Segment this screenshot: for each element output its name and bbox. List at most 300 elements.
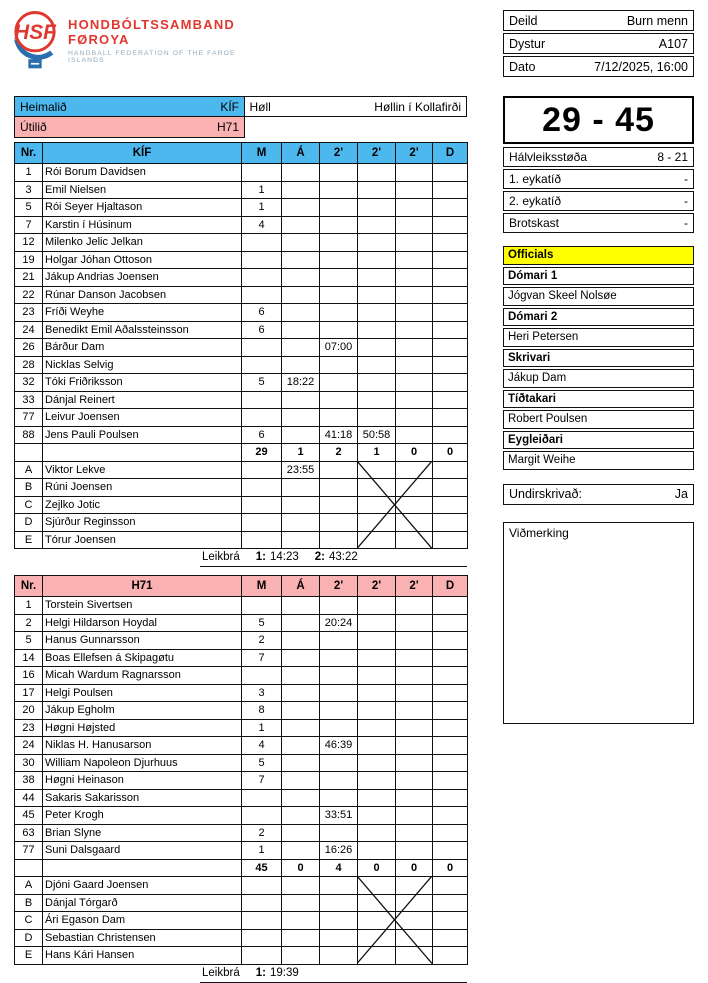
player-row (15, 321, 468, 339)
home-label: Heimalið (20, 99, 67, 114)
player-number: 14 (15, 649, 43, 667)
cell-2min-1 (320, 684, 358, 702)
player-number: 32 (15, 374, 43, 392)
cell-2min-2 (358, 719, 396, 737)
cell-2min-3 (396, 374, 433, 392)
player-number: 21 (15, 269, 43, 287)
player-row (15, 391, 468, 409)
official-name: Jógvan Skeel Nolsøe (503, 287, 694, 306)
cell-2min-2 (358, 667, 396, 685)
cell-disq (433, 824, 468, 842)
player-number: 44 (15, 789, 43, 807)
col-header-2min-2: 2' (358, 576, 396, 597)
player-name: Milenko Jelic Jelkan (43, 234, 242, 252)
player-name: Jákup Egholm (43, 702, 242, 720)
staff-name: Zejlko Jotic (43, 496, 242, 514)
remarks-box (503, 522, 694, 724)
cell-2min-2 (358, 912, 396, 930)
cell-2min-2 (358, 286, 396, 304)
cell-disq (433, 216, 468, 234)
cell-2min-3 (396, 772, 433, 790)
cell-2min-1 (320, 597, 358, 615)
staff-row (15, 531, 468, 549)
cell-2min-2 (358, 929, 396, 947)
cell-goals (242, 877, 282, 895)
player-row (15, 737, 468, 755)
score-detail-row (503, 169, 694, 189)
cell-warning (282, 632, 320, 650)
away-label: Útilið (20, 119, 47, 134)
cell-2min-1 (320, 164, 358, 182)
col-header-warning: Á (282, 576, 320, 597)
cell-warning (282, 514, 320, 532)
cell-2min-1 (320, 649, 358, 667)
cell-2min-3 (396, 719, 433, 737)
cell-disq (433, 719, 468, 737)
cell-2min-2 (358, 894, 396, 912)
col-header-2min-3: 2' (396, 143, 433, 164)
roster-header-row-h71 (15, 576, 468, 597)
player-number: 28 (15, 356, 43, 374)
cell-2min-2 (358, 269, 396, 287)
player-number: 45 (15, 807, 43, 825)
cell-2min-2 (358, 824, 396, 842)
player-row (15, 649, 468, 667)
official-entry (503, 267, 694, 306)
staff-letter: A (15, 461, 43, 479)
staff-name: Tórur Joensen (43, 531, 242, 549)
leikbra-entry: 1: 19:39 (255, 966, 299, 979)
roster-table-h71 (14, 575, 467, 965)
cell-disq (433, 789, 468, 807)
cell-warning (282, 234, 320, 252)
official-entry (503, 308, 694, 347)
cell-goals: 2 (242, 632, 282, 650)
score-detail-row (503, 213, 694, 233)
col-header-2min-1: 2' (320, 143, 358, 164)
total-2min-2: 0 (358, 859, 396, 877)
player-number: 88 (15, 426, 43, 444)
cell-warning (282, 479, 320, 497)
leikbra-entry: 1: 14:23 (255, 551, 299, 563)
signed-label: Undirskrivað: (509, 487, 582, 501)
cell-goals: 1 (242, 181, 282, 199)
cell-warning (282, 409, 320, 427)
cell-2min-3 (396, 912, 433, 930)
score-detail-value: - (684, 216, 688, 230)
player-name: Rúnar Danson Jacobsen (43, 286, 242, 304)
cell-2min-3 (396, 514, 433, 532)
cell-disq (433, 409, 468, 427)
cell-goals (242, 496, 282, 514)
total-2min-1: 4 (320, 859, 358, 877)
cell-2min-2 (358, 614, 396, 632)
col-header-nr: Nr. (15, 143, 43, 164)
player-number: 23 (15, 719, 43, 737)
staff-name: Ári Egason Dam (43, 912, 242, 930)
col-header-2min-3: 2' (396, 576, 433, 597)
staff-name: Sebastian Christensen (43, 929, 242, 947)
cell-warning (282, 304, 320, 322)
cell-goals (242, 807, 282, 825)
cell-warning (282, 807, 320, 825)
player-name: Helgi Hildarson Hoydal (43, 614, 242, 632)
cell-2min-3 (396, 234, 433, 252)
cell-disq (433, 929, 468, 947)
cell-2min-2 (358, 842, 396, 860)
staff-name: Hans Kári Hansen (43, 947, 242, 965)
cell-2min-3 (396, 754, 433, 772)
cell-2min-1 (320, 269, 358, 287)
cell-warning (282, 737, 320, 755)
cell-warning (282, 929, 320, 947)
cell-2min-3 (396, 877, 433, 895)
cell-goals (242, 164, 282, 182)
player-name: Boas Ellefsen á Skipagøtu (43, 649, 242, 667)
col-header-2min-2: 2' (358, 143, 396, 164)
cell-2min-3 (396, 164, 433, 182)
player-name: Peter Krogh (43, 807, 242, 825)
cell-warning (282, 597, 320, 615)
player-row (15, 216, 468, 234)
player-row (15, 842, 468, 860)
staff-row (15, 947, 468, 965)
info-value: 7/12/2025, 16:00 (594, 59, 688, 74)
player-number: 19 (15, 251, 43, 269)
cell-2min-2 (358, 374, 396, 392)
total-warnings: 0 (282, 859, 320, 877)
cell-disq (433, 321, 468, 339)
total-disq: 0 (433, 444, 468, 462)
cell-disq (433, 684, 468, 702)
staff-row (15, 912, 468, 930)
cell-disq (433, 842, 468, 860)
cell-2min-3 (396, 409, 433, 427)
cell-goals (242, 479, 282, 497)
player-row (15, 181, 468, 199)
cell-disq (433, 391, 468, 409)
cell-warning (282, 877, 320, 895)
cell-warning (282, 216, 320, 234)
match-info-box (503, 10, 694, 79)
info-value: Burn menn (626, 13, 688, 28)
hall-name: Høllin í Kollafirði (374, 99, 461, 114)
cell-warning (282, 842, 320, 860)
official-role: Eygleiðari (503, 431, 694, 450)
cell-goals: 1 (242, 199, 282, 217)
staff-name: Sjúrður Reginsson (43, 514, 242, 532)
cell-disq (433, 304, 468, 322)
player-number: 24 (15, 321, 43, 339)
official-name: Robert Poulsen (503, 410, 694, 429)
cell-warning (282, 181, 320, 199)
federation-logo (10, 8, 250, 72)
staff-row (15, 894, 468, 912)
cell-warning (282, 164, 320, 182)
player-row (15, 426, 468, 444)
cell-2min-3 (396, 531, 433, 549)
cell-2min-2 (358, 234, 396, 252)
cell-warning (282, 269, 320, 287)
cell-warning (282, 947, 320, 965)
cell-warning (282, 199, 320, 217)
away-team-name: H71 (216, 119, 239, 134)
totals-row-kif (15, 444, 468, 462)
official-role: Dómari 2 (503, 308, 694, 327)
player-name: Helgi Poulsen (43, 684, 242, 702)
cell-2min-1 (320, 514, 358, 532)
cell-disq (433, 632, 468, 650)
player-row (15, 719, 468, 737)
player-row (15, 684, 468, 702)
cell-2min-3 (396, 597, 433, 615)
cell-2min-2 (358, 947, 396, 965)
staff-name: Djóni Gaard Joensen (43, 877, 242, 895)
cell-2min-1: 20:24 (320, 614, 358, 632)
cell-disq (433, 807, 468, 825)
player-name: Torstein Sivertsen (43, 597, 242, 615)
player-row (15, 251, 468, 269)
total-goals: 45 (242, 859, 282, 877)
staff-letter: B (15, 894, 43, 912)
cell-2min-1: 16:26 (320, 842, 358, 860)
cell-2min-3 (396, 181, 433, 199)
info-label: Dato (509, 59, 536, 74)
cell-goals: 5 (242, 754, 282, 772)
match-info-row (503, 33, 694, 54)
cell-2min-1 (320, 321, 358, 339)
cell-goals: 5 (242, 614, 282, 632)
col-header-2min-1: 2' (320, 576, 358, 597)
official-role: Dómari 1 (503, 267, 694, 286)
cell-disq (433, 597, 468, 615)
player-name: Suni Dalsgaard (43, 842, 242, 860)
official-role: Tíðtakari (503, 390, 694, 409)
cell-2min-3 (396, 391, 433, 409)
player-name: Hanus Gunnarsson (43, 632, 242, 650)
final-score: 29 - 45 (503, 96, 694, 144)
player-number: 17 (15, 684, 43, 702)
empty-cell (245, 116, 467, 139)
player-name: Brian Slyne (43, 824, 242, 842)
player-number: 20 (15, 702, 43, 720)
cell-disq (433, 754, 468, 772)
player-name: Leivur Joensen (43, 409, 242, 427)
player-row (15, 409, 468, 427)
col-header-nr: Nr. (15, 576, 43, 597)
official-name: Heri Petersen (503, 328, 694, 347)
cell-goals: 8 (242, 702, 282, 720)
staff-row (15, 514, 468, 532)
totals-row-h71 (15, 859, 468, 877)
player-number: 77 (15, 409, 43, 427)
cell-goals (242, 514, 282, 532)
cell-warning (282, 531, 320, 549)
player-number: 1 (15, 164, 43, 182)
player-row (15, 772, 468, 790)
col-header-goals: M (242, 143, 282, 164)
cell-disq (433, 614, 468, 632)
cell-disq (433, 199, 468, 217)
cell-2min-3 (396, 216, 433, 234)
staff-row (15, 461, 468, 479)
cell-disq (433, 479, 468, 497)
player-name: Micah Wardum Ragnarsson (43, 667, 242, 685)
cell-goals: 1 (242, 842, 282, 860)
player-row (15, 234, 468, 252)
col-header-warning: Á (282, 143, 320, 164)
staff-letter: D (15, 929, 43, 947)
player-number: 5 (15, 632, 43, 650)
cell-2min-2 (358, 754, 396, 772)
cell-2min-1: 07:00 (320, 339, 358, 357)
cell-goals (242, 251, 282, 269)
cell-goals (242, 461, 282, 479)
cell-goals: 4 (242, 216, 282, 234)
player-name: Tóki Friðriksson (43, 374, 242, 392)
official-entry (503, 431, 694, 470)
cell-goals (242, 894, 282, 912)
total-2min-3: 0 (396, 444, 433, 462)
cell-2min-1 (320, 496, 358, 514)
official-entry (503, 349, 694, 388)
player-number: 12 (15, 234, 43, 252)
cell-disq (433, 374, 468, 392)
score-detail-value: - (684, 172, 688, 186)
cell-disq (433, 772, 468, 790)
player-number: 30 (15, 754, 43, 772)
cell-goals: 7 (242, 649, 282, 667)
cell-2min-3 (396, 479, 433, 497)
cell-2min-3 (396, 496, 433, 514)
cell-disq (433, 514, 468, 532)
cell-warning (282, 772, 320, 790)
cell-2min-2 (358, 164, 396, 182)
cell-warning (282, 912, 320, 930)
cell-2min-2 (358, 321, 396, 339)
score-detail-label: 1. eykatíð (509, 172, 562, 186)
official-role: Skrivari (503, 349, 694, 368)
cell-2min-1 (320, 199, 358, 217)
cell-2min-1 (320, 929, 358, 947)
cell-2min-1: 33:51 (320, 807, 358, 825)
cell-goals: 7 (242, 772, 282, 790)
cell-2min-3 (396, 947, 433, 965)
cell-disq (433, 667, 468, 685)
total-warnings: 1 (282, 444, 320, 462)
cell-goals: 1 (242, 719, 282, 737)
player-row (15, 286, 468, 304)
cell-disq (433, 356, 468, 374)
cell-2min-3 (396, 321, 433, 339)
official-name: Margit Weihe (503, 451, 694, 470)
player-name: Bárður Dam (43, 339, 242, 357)
cell-warning (282, 614, 320, 632)
signed-value: Ja (674, 487, 688, 501)
cell-goals (242, 929, 282, 947)
player-name: Rói Seyer Hjaltason (43, 199, 242, 217)
cell-goals (242, 339, 282, 357)
cell-2min-3 (396, 461, 433, 479)
leikbra-label: Leikbrá (202, 966, 240, 979)
signed-box (503, 484, 694, 505)
player-number: 24 (15, 737, 43, 755)
staff-letter: D (15, 514, 43, 532)
score-detail-row (503, 147, 694, 167)
cell-2min-1 (320, 702, 358, 720)
cell-warning (282, 391, 320, 409)
score-detail-value: 8 - 21 (657, 150, 688, 164)
cell-2min-1 (320, 409, 358, 427)
cell-2min-2 (358, 461, 396, 479)
cell-disq (433, 234, 468, 252)
info-label: Deild (509, 13, 538, 28)
cell-disq (433, 164, 468, 182)
cell-2min-3 (396, 684, 433, 702)
cell-2min-3 (396, 304, 433, 322)
col-header-goals: M (242, 576, 282, 597)
staff-name: Rúni Joensen (43, 479, 242, 497)
cell-disq (433, 947, 468, 965)
cell-2min-1 (320, 947, 358, 965)
staff-letter: E (15, 947, 43, 965)
officials-panel (503, 246, 694, 470)
cell-2min-3 (396, 824, 433, 842)
cell-2min-3 (396, 426, 433, 444)
home-team-cell (14, 96, 245, 117)
cell-2min-2 (358, 632, 396, 650)
player-row (15, 702, 468, 720)
total-disq: 0 (433, 859, 468, 877)
cell-disq (433, 269, 468, 287)
cell-disq (433, 531, 468, 549)
remarks-label: Viðmerking (509, 525, 569, 540)
cell-goals: 6 (242, 321, 282, 339)
player-name: Rói Borum Davidsen (43, 164, 242, 182)
cell-2min-1 (320, 234, 358, 252)
cell-goals (242, 391, 282, 409)
cell-2min-2 (358, 789, 396, 807)
player-row (15, 339, 468, 357)
cell-warning (282, 649, 320, 667)
cell-goals (242, 597, 282, 615)
cell-warning (282, 251, 320, 269)
player-row (15, 614, 468, 632)
player-row (15, 164, 468, 182)
hsf-logo-icon (10, 9, 60, 71)
staff-name: Dánjal Tórgarð (43, 894, 242, 912)
player-name: William Napoleon Djurhuus (43, 754, 242, 772)
total-goals: 29 (242, 444, 282, 462)
score-detail-label: Brotskast (509, 216, 560, 230)
cell-2min-2 (358, 684, 396, 702)
roster-header-row-kif (15, 143, 468, 164)
player-name: Holgar Jóhan Ottoson (43, 251, 242, 269)
cell-disq (433, 649, 468, 667)
player-row (15, 667, 468, 685)
player-row (15, 754, 468, 772)
cell-2min-1: 46:39 (320, 737, 358, 755)
cell-2min-2 (358, 877, 396, 895)
staff-letter: C (15, 912, 43, 930)
cell-2min-2 (358, 391, 396, 409)
cell-goals (242, 912, 282, 930)
cell-warning (282, 321, 320, 339)
cell-2min-3 (396, 269, 433, 287)
cell-2min-1 (320, 531, 358, 549)
cell-warning (282, 426, 320, 444)
cell-2min-1 (320, 286, 358, 304)
